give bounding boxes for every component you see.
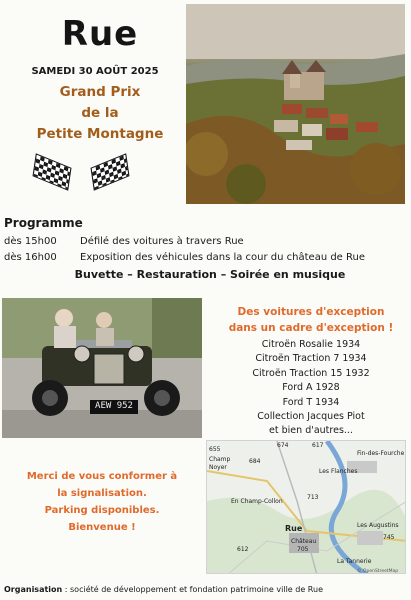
car-list-item: Citroën Traction 15 1932 xyxy=(252,367,370,379)
notice-line: la signalisation. xyxy=(57,488,147,499)
map-label: 684 xyxy=(249,458,261,465)
organisation-label: Organisation xyxy=(4,585,63,594)
map-label: 674 xyxy=(277,442,289,449)
map-label: En Champ-Collon xyxy=(231,498,283,505)
castle-photo xyxy=(186,4,405,204)
organisation-footer xyxy=(4,585,323,594)
car-list-item: et bien d'autres... xyxy=(269,425,353,437)
map-attribution: © OpenStreetMap xyxy=(357,569,399,574)
notice-line: Bienvenue ! xyxy=(68,522,136,533)
map-label: Champ xyxy=(209,456,231,463)
programme-heading: Programme xyxy=(4,216,83,230)
map-label: Les Flanches xyxy=(319,468,358,475)
event-name-line: de la xyxy=(81,105,119,121)
event-date: SAMEDI 30 AOÛT 2025 xyxy=(31,66,159,77)
map-label: Noyer xyxy=(209,464,227,471)
car-list-item: Ford A 1928 xyxy=(282,382,340,394)
map-label: Fin-des-Fourche xyxy=(357,450,405,457)
license-plate: AEW 952 xyxy=(95,401,133,411)
organisation-text: : société de développement et fondation patrimoine ville de Rue xyxy=(62,585,323,594)
map-label: 705 xyxy=(297,546,309,553)
map-label: 617 xyxy=(312,442,324,449)
map-label: 655 xyxy=(209,446,221,453)
checkered-flag-icon xyxy=(33,153,72,190)
notice-line: Parking disponibles. xyxy=(44,505,160,516)
map-label: 745 xyxy=(383,534,395,541)
notice-text xyxy=(2,468,202,536)
location-map xyxy=(206,440,406,574)
map-label: 612 xyxy=(237,546,249,553)
exception-title xyxy=(214,304,408,336)
event-name xyxy=(20,82,180,145)
page-title: Rue xyxy=(61,14,139,54)
programme-time: dès 15h00 xyxy=(4,236,57,247)
event-name-line: Petite Montagne xyxy=(36,126,164,142)
programme-text: Exposition des véhicules dans la cour du château de Rue xyxy=(80,252,365,263)
programme-item xyxy=(4,236,244,247)
car-list-item: Collection Jacques Piot xyxy=(257,411,365,423)
exception-title-line: Des voitures d'exception xyxy=(237,306,385,318)
map-label: La Tannerie xyxy=(337,558,372,565)
programme-text: Défilé des voitures à travers Rue xyxy=(80,236,244,247)
map-label: Les Augustins xyxy=(357,522,399,529)
notice-line: Merci de vous conformer à xyxy=(26,471,178,482)
map-label: Château xyxy=(291,538,317,545)
map-town-label: Rue xyxy=(285,524,303,533)
car-list-item: Citroën Traction 7 1934 xyxy=(255,353,367,365)
services-line: Buvette – Restauration – Soirée en musique xyxy=(74,268,346,281)
checkered-flag-icon xyxy=(91,153,130,190)
car-list xyxy=(214,338,408,439)
exception-title-line: dans un cadre d'exception ! xyxy=(228,322,394,334)
map-label: 713 xyxy=(307,494,319,501)
car-list-item: Citroën Rosalie 1934 xyxy=(261,339,361,350)
programme-item xyxy=(4,252,365,263)
programme-time: dès 16h00 xyxy=(4,252,57,263)
event-name-line: Grand Prix xyxy=(59,84,141,100)
car-list-item: Ford T 1934 xyxy=(282,396,340,408)
vintage-car-photo xyxy=(2,298,202,438)
